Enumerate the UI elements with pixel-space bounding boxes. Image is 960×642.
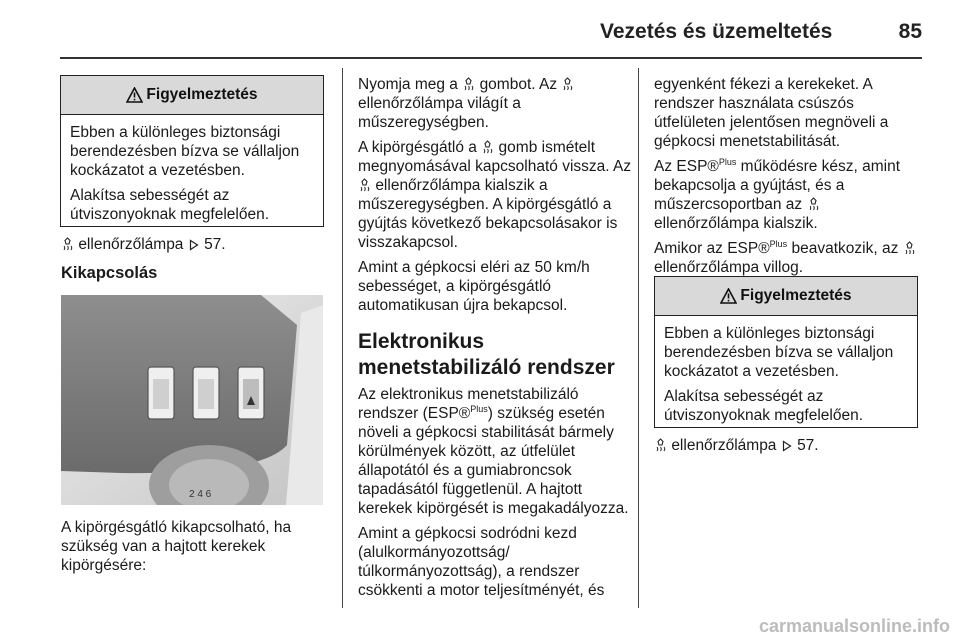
page-reference-arrow-icon	[189, 239, 199, 251]
column-2-paragraph-3: Amint a gépkocsi eléri az 50 km/h sebességet, a kipörgésgátló automatikusan újra bekapcsol.	[358, 259, 590, 314]
control-lamp-label: ellenőrzőlámpa	[671, 437, 777, 454]
control-lamp-page-ref[interactable]: 57.	[797, 437, 819, 454]
text-run: Nyomja meg a	[358, 76, 458, 93]
warning-box-2-title: Figyelmeztetés	[740, 287, 852, 304]
column-divider-2	[638, 68, 639, 608]
text-run: Amikor az ESP®	[654, 240, 770, 257]
warning-box-2-header	[655, 277, 917, 316]
esp-skid-icon	[654, 438, 667, 452]
warning-box-2-body	[655, 316, 917, 425]
esp-skid-icon	[561, 77, 574, 91]
page-number: 85	[898, 20, 922, 43]
control-lamp-reference-1	[61, 235, 331, 254]
warning-box-1-body	[61, 115, 323, 224]
esp-skid-icon	[807, 197, 820, 211]
page-reference-arrow-icon	[782, 440, 792, 452]
text-run: ellenőrzőlámpa kialszik a műszeregységben. A kipörgésgátló a gyújtás következő bekapcsolásakor is visszakapcsol.	[358, 177, 618, 251]
warning-triangle-icon	[126, 87, 143, 103]
text-run: Az elektronikus menetstabilizáló rendszer (ESP®	[358, 386, 579, 422]
text-run: ellenőrzőlámpa kialszik.	[654, 215, 818, 232]
column-2-paragraph-4	[358, 385, 638, 518]
warning-box-1-paragraph: Alakítsa sebességét az útviszonyoknak megfelelően.	[70, 187, 270, 223]
gear-numbers: 2 4 6	[189, 489, 212, 500]
esp-skid-icon	[61, 237, 74, 251]
text-run: ) szükség esetén növeli a gépkocsi stabilitását bármely körülmények között, az útfelület állapotától és a gumiabroncsok tapadásától függetlenül. A hajtott kerekek kipörgését is megakadályozza.	[358, 405, 629, 517]
column-1-text	[61, 235, 331, 289]
column-2-paragraph-2	[358, 138, 638, 252]
column-3-paragraph-2	[654, 157, 926, 233]
text-run: a műszeregységben.	[358, 95, 521, 131]
text-run: Az ESP®	[654, 158, 719, 175]
esp-skid-icon	[358, 178, 371, 192]
column-2-paragraph-5: Amint a gépkocsi sodródni kezd (alulkormányozottság/ túlkormányozottság), a rendszer csökkenti a motor teljesítményét, és	[358, 525, 605, 599]
column-3-paragraph-1: egyenként fékezi a kerekeket. A rendszer használata csúszós útfelületen jelentősen megnöveli a gépkocsi menetstabilitását.	[654, 76, 889, 150]
text-run: A kipörgésgátló a	[358, 139, 477, 156]
control-lamp-page-ref[interactable]: 57.	[204, 236, 226, 253]
column-3-lamp-ref	[654, 436, 926, 461]
control-lamp-label: ellenőrzőlámpa	[78, 236, 184, 253]
text-run: ellenőrzőlámpa világít	[358, 95, 508, 112]
watermark: carmanualsonline.info	[758, 616, 950, 636]
column-2-paragraph-1	[358, 75, 638, 132]
text-run: beavatkozik, az	[791, 240, 899, 257]
warning-box-2-paragraph: Alakítsa sebességét az útviszonyoknak megfelelően.	[664, 388, 864, 424]
subheading-kikapcsolas: Kikapcsolás	[61, 264, 158, 282]
text-run: gombot. Az	[479, 76, 558, 93]
text-run: működésre kész, amint bekapcsolja a gyújtást, és a műszercsoportban az	[654, 158, 901, 213]
warning-box-2	[654, 276, 918, 428]
plus-superscript: Plus	[769, 238, 788, 249]
dashboard-switch-panel-image	[61, 295, 323, 505]
page-header-title: Vezetés és üzemeltetés	[600, 20, 833, 43]
control-lamp-reference-2	[654, 436, 926, 455]
column-divider-1	[342, 68, 343, 608]
esp-skid-icon	[481, 140, 494, 154]
traction-control-button-photo	[61, 295, 323, 505]
warning-box-1-paragraph: Ebben a különleges biztonsági berendezésben bízva se vállaljon kockázatot a vezetésben.	[70, 124, 300, 179]
warning-box-1-title: Figyelmeztetés	[146, 86, 258, 103]
plus-superscript: Plus	[470, 403, 488, 414]
warning-box-2-paragraph: Ebben a különleges biztonsági berendezésben bízva se vállaljon kockázatot a vezetésben.	[664, 325, 894, 380]
column-3-text	[654, 75, 926, 283]
column-3-paragraph-3	[654, 239, 926, 277]
text-run: ellenőrzőlámpa villog.	[654, 259, 804, 276]
plus-superscript: Plus	[718, 156, 737, 167]
header-rule	[60, 57, 922, 59]
section-heading-esp: Elektronikus menetstabilizáló rendszer	[358, 330, 615, 379]
text-run: gomb ismételt megnyomásával kapcsolható vissza. Az	[358, 139, 632, 175]
column-2-text	[358, 75, 638, 606]
esp-skid-icon	[903, 241, 916, 255]
esp-skid-icon	[462, 77, 475, 91]
photo-caption: A kipörgésgátló kikapcsolható, ha szükség van a hajtott kerekek kipörgésére:	[61, 519, 292, 574]
warning-box-1-header	[61, 76, 323, 115]
warning-box-1	[60, 75, 324, 227]
warning-triangle-icon	[720, 288, 737, 304]
